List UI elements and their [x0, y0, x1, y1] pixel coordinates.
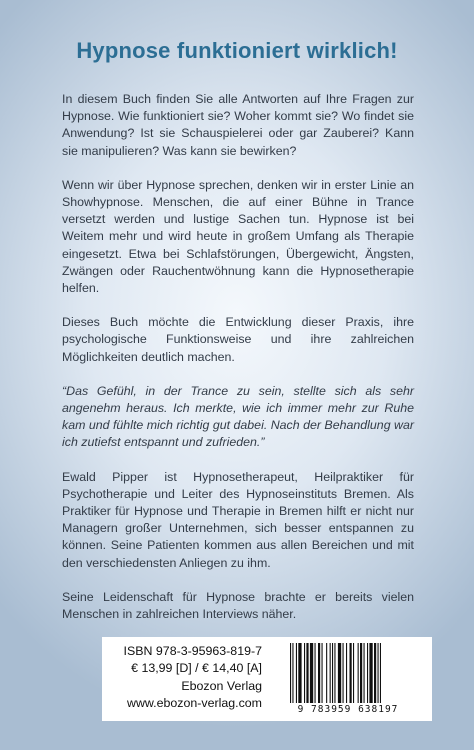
isbn-barcode	[278, 643, 418, 715]
testimonial-quote: “Das Gefühl, in der Trance zu sein, stellte sich als sehr angenehm heraus. Ich merkte, wie ich immer mehr zur Ruhe kam und fühlte mich richtig gut dabei. Nach der Behandlung war ich zutiefst entspannt und zufrieden.”	[62, 383, 414, 450]
barcode-number: 9 783959 638197	[297, 704, 399, 715]
purpose-paragraph: Dieses Buch möchte die Entwicklung dieser Praxis, ihre psychologische Funktionsweise und ihre zahlreichen Möglichkeiten deutlich machen.	[62, 315, 414, 364]
book-title: Hypnose funktioniert wirklich!	[76, 38, 398, 63]
back-cover-text	[62, 91, 414, 640]
publisher-website: www.ebozon-verlag.com	[127, 695, 262, 710]
publication-info-box	[102, 637, 432, 721]
hypnosis-paragraph: Wenn wir über Hypnose sprechen, denken wir in erster Linie an Showhypnose. Menschen, die auf einer Bühne in Trance versetzt werden und lustige Sachen tun. Hypnose ist bei Weitem mehr und wird heute in großem Umfang als Therapie eingesetzt. Etwa bei Schlafstörungen, Übergewicht, Ängsten, Zwängen oder Rauchentwöhnung kann die Hypnosetherapie helfen.	[62, 177, 414, 296]
publisher-name: Ebozon Verlag	[181, 678, 262, 693]
intro-paragraph: In diesem Buch finden Sie alle Antworten auf Ihre Fragen zur Hypnose. Wie funktioniert sie? Woher kommt sie? Wo findet sie Anwendung? Ist sie Schauspielerei oder gar Zauberei? Kann sie manipulieren? Was kann sie bewirken?	[62, 92, 414, 158]
barcode-bars-icon	[290, 643, 416, 703]
publication-info	[102, 643, 262, 712]
author-passion-paragraph: Seine Leidenschaft für Hypnose brachte er bereits vielen Menschen in zahlreichen Interviews näher.	[62, 589, 414, 622]
price-text: € 13,99 [D] / € 14,40 [A]	[131, 661, 262, 676]
isbn-text: ISBN 978-3-95963-819-7	[123, 644, 262, 658]
author-bio-paragraph: Ewald Pipper ist Hypnosetherapeut, Heilpraktiker für Psychotherapie und Leiter des Hypnoseinstituts Bremen. Als Praktiker für Hypnose und Therapie in Bremen hilft er nicht nur Managern großer Unternehmen, sich besser entspannen zu können. Seine Patienten kommen aus allen Bereichen und mit den verschiedensten Anliegen zu ihm.	[62, 469, 414, 570]
